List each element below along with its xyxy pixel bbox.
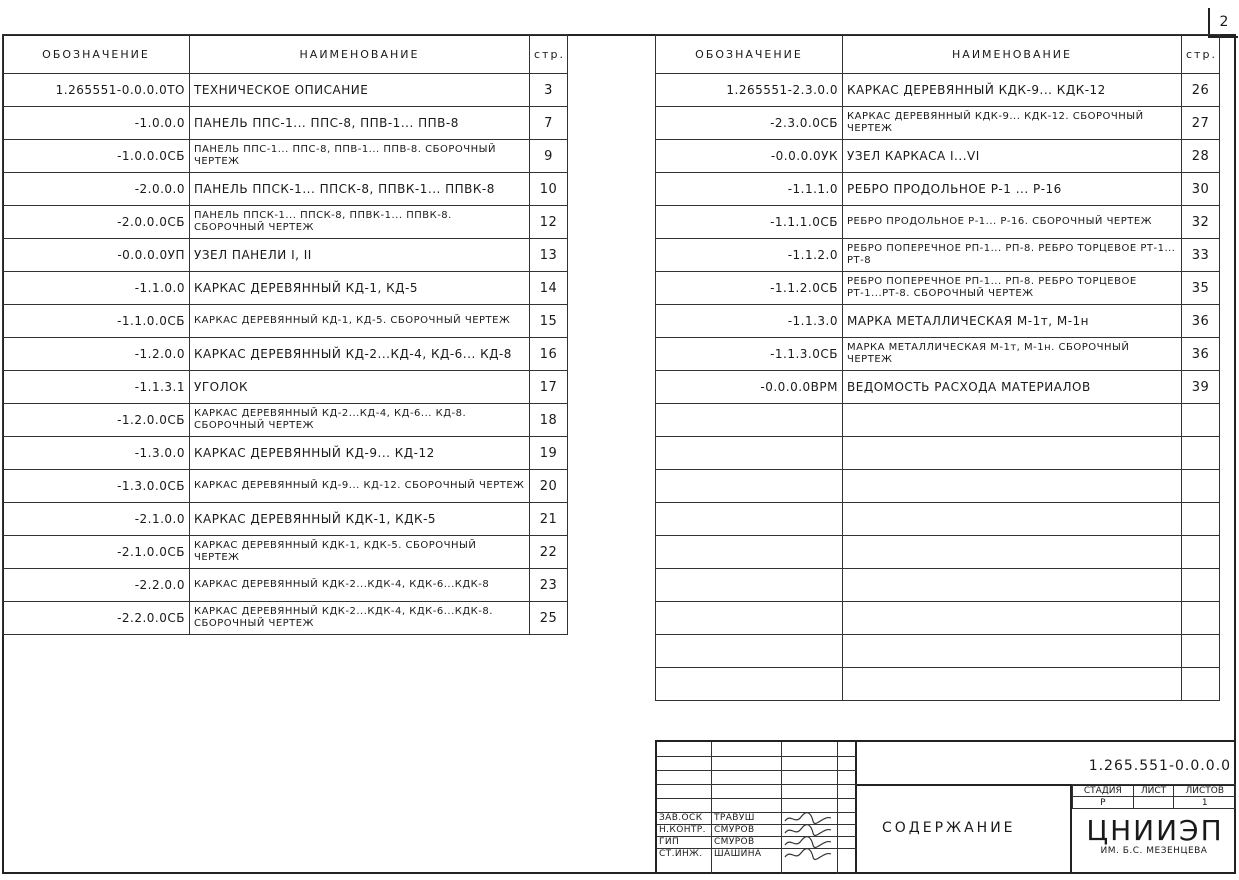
item-name: ПАНЕЛЬ ППСК-1... ППСК-8, ППВК-1... ППВК-8 bbox=[190, 173, 530, 206]
table-row bbox=[656, 305, 1220, 338]
empty-cell bbox=[656, 536, 843, 569]
item-page: 22 bbox=[530, 536, 568, 569]
item-code: -1.0.0.0 bbox=[3, 107, 190, 140]
item-code: -1.1.0.0 bbox=[3, 272, 190, 305]
table-row bbox=[3, 206, 568, 239]
document-code: 1.265.551-0.0.0.0 bbox=[1088, 758, 1231, 774]
table-row bbox=[3, 107, 568, 140]
empty-cell bbox=[656, 569, 843, 602]
table-row bbox=[3, 173, 568, 206]
item-code: -1.1.3.0СБ bbox=[656, 338, 843, 371]
empty-row bbox=[656, 404, 1220, 437]
table-row bbox=[3, 305, 568, 338]
empty-cell bbox=[1182, 503, 1220, 536]
empty-cell bbox=[1182, 635, 1220, 668]
signer-name: ШАШИНА bbox=[714, 849, 762, 859]
item-name: РЕБРО ПРОДОЛЬНОЕ Р-1 ... Р-16 bbox=[843, 173, 1182, 206]
item-page: 7 bbox=[530, 107, 568, 140]
empty-cell bbox=[843, 470, 1182, 503]
stage-header: СТАДИЯ bbox=[1073, 785, 1134, 797]
contents-table-left bbox=[2, 34, 568, 635]
table-row bbox=[3, 602, 568, 635]
signer-name: ТРАВУШ bbox=[714, 813, 755, 823]
item-page: 12 bbox=[530, 206, 568, 239]
empty-cell bbox=[843, 602, 1182, 635]
empty-cell bbox=[843, 404, 1182, 437]
column-header-name: НАИМЕНОВАНИЕ bbox=[190, 35, 530, 74]
table-row bbox=[3, 272, 568, 305]
empty-cell bbox=[656, 404, 843, 437]
item-name: КАРКАС ДЕРЕВЯННЫЙ КД-2...КД-4, КД-6... КД-8. СБОРОЧНЫЙ ЧЕРТЕЖ bbox=[190, 404, 530, 437]
item-code: -0.0.0.0ВРМ bbox=[656, 371, 843, 404]
item-page: 10 bbox=[530, 173, 568, 206]
item-code: 1.265551-0.0.0.0ТО bbox=[3, 74, 190, 107]
document-title: СОДЕРЖАНИЕ bbox=[882, 820, 1016, 836]
table-row bbox=[3, 569, 568, 602]
empty-cell bbox=[1182, 404, 1220, 437]
item-name: КАРКАС ДЕРЕВЯННЫЙ КД-1, КД-5. СБОРОЧНЫЙ ЧЕРТЕЖ bbox=[190, 305, 530, 338]
item-name: КАРКАС ДЕРЕВЯННЫЙ КДК-1, КДК-5. СБОРОЧНЫЙ ЧЕРТЕЖ bbox=[190, 536, 530, 569]
item-name: КАРКАС ДЕРЕВЯННЫЙ КД-2...КД-4, КД-6... КД-8 bbox=[190, 338, 530, 371]
column-header-code: ОБОЗНАЧЕНИЕ bbox=[656, 35, 843, 74]
empty-cell bbox=[1182, 437, 1220, 470]
item-name: КАРКАС ДЕРЕВЯННЫЙ КД-9... КД-12 bbox=[190, 437, 530, 470]
empty-cell bbox=[843, 437, 1182, 470]
sheets-header: ЛИСТОВ bbox=[1174, 785, 1236, 797]
item-code: -1.2.0.0 bbox=[3, 338, 190, 371]
signature-grid bbox=[657, 742, 857, 874]
item-code: -1.1.1.0 bbox=[656, 173, 843, 206]
item-page: 3 bbox=[530, 74, 568, 107]
empty-cell bbox=[656, 668, 843, 701]
table-row bbox=[3, 74, 568, 107]
empty-cell bbox=[843, 668, 1182, 701]
item-code: -1.3.0.0 bbox=[3, 437, 190, 470]
empty-row bbox=[656, 503, 1220, 536]
signer-role: ЗАВ.ОСК bbox=[659, 813, 703, 823]
item-page: 17 bbox=[530, 371, 568, 404]
item-code: -2.3.0.0СБ bbox=[656, 107, 843, 140]
table-row bbox=[3, 239, 568, 272]
empty-row bbox=[656, 470, 1220, 503]
table-header-row bbox=[656, 35, 1220, 74]
item-code: -1.1.2.0 bbox=[656, 239, 843, 272]
empty-row bbox=[656, 668, 1220, 701]
signer-name: СМУРОВ bbox=[714, 837, 755, 847]
item-page: 9 bbox=[530, 140, 568, 173]
column-header-page: стр. bbox=[530, 35, 568, 74]
empty-cell bbox=[656, 470, 843, 503]
item-code: -2.0.0.0 bbox=[3, 173, 190, 206]
item-name: КАРКАС ДЕРЕВЯННЫЙ КДК-9... КДК-12 bbox=[843, 74, 1182, 107]
item-name: УЗЕЛ ПАНЕЛИ I, II bbox=[190, 239, 530, 272]
item-name: КАРКАС ДЕРЕВЯННЫЙ КДК-1, КДК-5 bbox=[190, 503, 530, 536]
item-page: 20 bbox=[530, 470, 568, 503]
empty-row bbox=[656, 602, 1220, 635]
signature-icon bbox=[783, 847, 835, 861]
table-row bbox=[3, 404, 568, 437]
item-code: -2.2.0.0 bbox=[3, 569, 190, 602]
item-page: 39 bbox=[1182, 371, 1220, 404]
item-page: 33 bbox=[1182, 239, 1220, 272]
column-header-page: стр. bbox=[1182, 35, 1220, 74]
item-page: 18 bbox=[530, 404, 568, 437]
item-page: 13 bbox=[530, 239, 568, 272]
contents-table-right bbox=[655, 34, 1220, 701]
item-page: 19 bbox=[530, 437, 568, 470]
item-code: -1.1.0.0СБ bbox=[3, 305, 190, 338]
item-page: 16 bbox=[530, 338, 568, 371]
contents-right-body bbox=[656, 74, 1220, 701]
signer-role: Н.КОНТР. bbox=[659, 825, 706, 835]
item-page: 21 bbox=[530, 503, 568, 536]
sheet-header: ЛИСТ bbox=[1133, 785, 1174, 797]
column-header-code: ОБОЗНАЧЕНИЕ bbox=[3, 35, 190, 74]
empty-row bbox=[656, 536, 1220, 569]
item-page: 27 bbox=[1182, 107, 1220, 140]
item-page: 26 bbox=[1182, 74, 1220, 107]
table-row bbox=[3, 338, 568, 371]
item-page: 23 bbox=[530, 569, 568, 602]
column-header-name: НАИМЕНОВАНИЕ bbox=[843, 35, 1182, 74]
item-name: РЕБРО ПРОДОЛЬНОЕ Р-1... Р-16. СБОРОЧНЫЙ ЧЕРТЕЖ bbox=[843, 206, 1182, 239]
signer-role: СТ.ИНЖ. bbox=[659, 849, 703, 859]
item-name: РЕБРО ПОПЕРЕЧНОЕ РП-1... РП-8. РЕБРО ТОРЦЕВОЕ РТ-1... РТ-8 bbox=[843, 239, 1182, 272]
item-name: ВЕДОМОСТЬ РАСХОДА МАТЕРИАЛОВ bbox=[843, 371, 1182, 404]
empty-cell bbox=[656, 602, 843, 635]
item-code: -2.1.0.0 bbox=[3, 503, 190, 536]
stage-value: Р bbox=[1073, 797, 1134, 809]
table-row bbox=[656, 272, 1220, 305]
empty-row bbox=[656, 437, 1220, 470]
item-code: -2.1.0.0СБ bbox=[3, 536, 190, 569]
signer-role: ГИП bbox=[659, 837, 680, 847]
item-code: -0.0.0.0УК bbox=[656, 140, 843, 173]
item-page: 28 bbox=[1182, 140, 1220, 173]
table-row bbox=[3, 470, 568, 503]
empty-cell bbox=[1182, 569, 1220, 602]
organization-logo: ЦНИИЭП bbox=[1086, 814, 1224, 847]
table-row bbox=[656, 107, 1220, 140]
empty-cell bbox=[1182, 536, 1220, 569]
empty-cell bbox=[843, 536, 1182, 569]
empty-cell bbox=[1182, 602, 1220, 635]
table-row bbox=[656, 74, 1220, 107]
item-code: -2.2.0.0СБ bbox=[3, 602, 190, 635]
item-code: -1.0.0.0СБ bbox=[3, 140, 190, 173]
signer-name: СМУРОВ bbox=[714, 825, 755, 835]
empty-row bbox=[656, 635, 1220, 668]
empty-cell bbox=[1182, 668, 1220, 701]
title-block bbox=[655, 740, 1236, 874]
item-page: 36 bbox=[1182, 305, 1220, 338]
item-name: ПАНЕЛЬ ППСК-1... ППСК-8, ППВК-1... ППВК-8. СБОРОЧНЫЙ ЧЕРТЕЖ bbox=[190, 206, 530, 239]
empty-cell bbox=[656, 437, 843, 470]
item-name: ПАНЕЛЬ ППС-1... ППС-8, ППВ-1... ППВ-8 bbox=[190, 107, 530, 140]
item-name: МАРКА МЕТАЛЛИЧЕСКАЯ М-1т, М-1н. СБОРОЧНЫЙ ЧЕРТЕЖ bbox=[843, 338, 1182, 371]
table-row bbox=[656, 338, 1220, 371]
empty-cell bbox=[843, 635, 1182, 668]
item-name: КАРКАС ДЕРЕВЯННЫЙ КДК-2...КДК-4, КДК-6...КДК-8 bbox=[190, 569, 530, 602]
item-page: 15 bbox=[530, 305, 568, 338]
organization-subtitle: ИМ. Б.С. МЕЗЕНЦЕВА bbox=[1100, 846, 1208, 856]
item-name: УЗЕЛ КАРКАСА I...VI bbox=[843, 140, 1182, 173]
table-row bbox=[3, 437, 568, 470]
item-name: МАРКА МЕТАЛЛИЧЕСКАЯ М-1т, М-1н bbox=[843, 305, 1182, 338]
item-name: ТЕХНИЧЕСКОЕ ОПИСАНИЕ bbox=[190, 74, 530, 107]
item-name: РЕБРО ПОПЕРЕЧНОЕ РП-1... РП-8. РЕБРО ТОРЦЕВОЕ РТ-1...РТ-8. СБОРОЧНЫЙ ЧЕРТЕЖ bbox=[843, 272, 1182, 305]
item-name: КАРКАС ДЕРЕВЯННЫЙ КД-1, КД-5 bbox=[190, 272, 530, 305]
table-row bbox=[3, 536, 568, 569]
item-name: УГОЛОК bbox=[190, 371, 530, 404]
item-code: -1.3.0.0СБ bbox=[3, 470, 190, 503]
stage-box bbox=[1070, 784, 1236, 874]
empty-row bbox=[656, 569, 1220, 602]
sheets-total: 1 bbox=[1174, 797, 1236, 809]
item-code: -1.2.0.0СБ bbox=[3, 404, 190, 437]
item-name: КАРКАС ДЕРЕВЯННЫЙ КД-9... КД-12. СБОРОЧНЫЙ ЧЕРТЕЖ bbox=[190, 470, 530, 503]
table-row bbox=[656, 239, 1220, 272]
item-page: 30 bbox=[1182, 173, 1220, 206]
item-code: -1.1.2.0СБ bbox=[656, 272, 843, 305]
item-code: -0.0.0.0УП bbox=[3, 239, 190, 272]
item-page: 25 bbox=[530, 602, 568, 635]
empty-cell bbox=[843, 569, 1182, 602]
item-name: ПАНЕЛЬ ППС-1... ППС-8, ППВ-1... ППВ-8. СБОРОЧНЫЙ ЧЕРТЕЖ bbox=[190, 140, 530, 173]
item-code: -1.1.1.0СБ bbox=[656, 206, 843, 239]
item-code: -1.1.3.1 bbox=[3, 371, 190, 404]
sheet-number: 2 bbox=[1208, 8, 1238, 38]
empty-cell bbox=[656, 635, 843, 668]
contents-left-body bbox=[3, 74, 568, 635]
empty-cell bbox=[656, 503, 843, 536]
table-row bbox=[3, 140, 568, 173]
table-row bbox=[3, 503, 568, 536]
item-page: 32 bbox=[1182, 206, 1220, 239]
empty-cell bbox=[1182, 470, 1220, 503]
table-row bbox=[656, 206, 1220, 239]
item-name: КАРКАС ДЕРЕВЯННЫЙ КДК-2...КДК-4, КДК-6...КДК-8. СБОРОЧНЫЙ ЧЕРТЕЖ bbox=[190, 602, 530, 635]
table-row bbox=[656, 173, 1220, 206]
item-code: -2.0.0.0СБ bbox=[3, 206, 190, 239]
item-page: 36 bbox=[1182, 338, 1220, 371]
stage-table bbox=[1072, 784, 1236, 809]
item-page: 14 bbox=[530, 272, 568, 305]
table-header-row bbox=[3, 35, 568, 74]
table-row bbox=[656, 140, 1220, 173]
item-code: -1.1.3.0 bbox=[656, 305, 843, 338]
sheet-value bbox=[1133, 797, 1174, 809]
item-name: КАРКАС ДЕРЕВЯННЫЙ КДК-9... КДК-12. СБОРОЧНЫЙ ЧЕРТЕЖ bbox=[843, 107, 1182, 140]
item-page: 35 bbox=[1182, 272, 1220, 305]
item-code: 1.265551-2.3.0.0 bbox=[656, 74, 843, 107]
table-row bbox=[656, 371, 1220, 404]
empty-cell bbox=[843, 503, 1182, 536]
table-row bbox=[3, 371, 568, 404]
